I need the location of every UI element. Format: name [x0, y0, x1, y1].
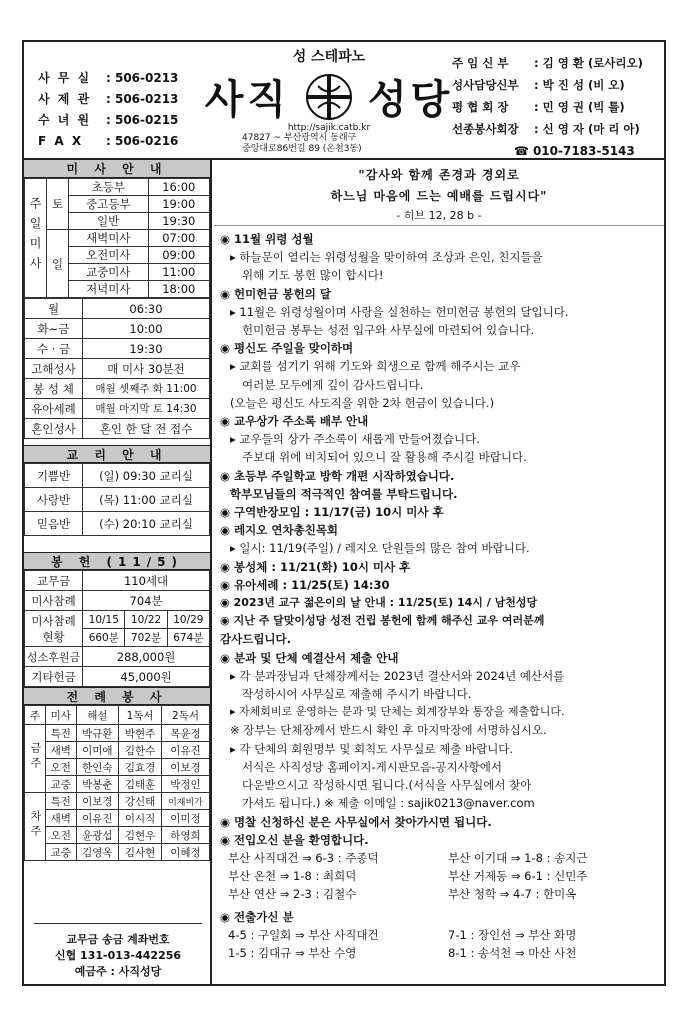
notice-body: 다운받으시고 작성하시면 됩니다.(서식을 사무실에서 찾아: [242, 778, 532, 793]
transfer-out-item: 7-1 : 장인선 ⇒ 부산 화명: [448, 927, 577, 942]
staff-value: : 민 영 권 (빅 틀): [534, 100, 625, 114]
offering-label: 미사참례: [25, 591, 83, 611]
offering-label: 교무금: [25, 571, 83, 591]
contact-label: 사 무 실: [38, 71, 92, 85]
sacrament-value: 매 미사 30분전: [83, 359, 210, 379]
offering-table: [24, 570, 210, 687]
status-date: 10/29: [167, 611, 209, 629]
bullet-icon: ◉: [220, 523, 231, 538]
mass-name: 중고등부: [69, 196, 149, 213]
liturgy-cell: 박정인: [161, 776, 209, 793]
saturday-label: 토: [47, 179, 69, 230]
next-week-label-cell: [25, 793, 46, 861]
sacrament-label: 유아세례: [25, 399, 83, 419]
sunday-label: 일: [47, 230, 69, 298]
quote-reference: - 히브 12, 28 b -: [396, 209, 482, 222]
right-column: [214, 160, 664, 986]
weekend-label: 주일미사: [28, 196, 42, 277]
liturgy-cell: 한인숙: [76, 759, 119, 776]
contact-label: F A X: [38, 134, 84, 148]
liturgy-title: 전 례 봉 사: [24, 687, 210, 705]
liturgy-cell: 이보경: [161, 759, 209, 776]
notice-list: [214, 226, 664, 962]
liturgy-header: 주: [25, 706, 46, 725]
website-link[interactable]: http://sajik.catb.kr: [287, 123, 371, 133]
attendance-status-label: [25, 611, 83, 647]
mass-time: 07:00: [148, 230, 209, 247]
notice-body: 주보대 위에 비치되어 있으니 잘 활용해 주시길 바랍니다.: [242, 450, 527, 465]
notice-body: (오늘은 평신도 사도직을 위한 2차 헌금이 있습니다.): [230, 395, 495, 410]
notice-title: [220, 558, 660, 576]
bullet-icon: ◉: [220, 650, 231, 665]
notice-body: ▸ 하늘문이 열리는 위령성월을 맞이하여 조상과 은인, 친지들을: [230, 250, 543, 265]
notice-body: 가셔도 됩니다.) ※ 제출 이메일 : sajik0213@naver.com: [242, 796, 535, 811]
saint-name: 성 스테파노: [292, 49, 366, 65]
liturgy-table: [24, 705, 210, 861]
mass-time: 19:30: [148, 213, 209, 230]
weekday-day: 화~금: [25, 319, 83, 339]
notice-title-text: 교우상가 주소록 배부 안내: [234, 414, 369, 429]
liturgy-cell: 하영희: [161, 827, 209, 844]
staff-label: 평 협 회 장: [452, 100, 509, 114]
mass-time: 16:00: [148, 179, 209, 196]
liturgy-cell: 이미애: [76, 742, 119, 759]
notice-title-text: 헌미헌금 봉헌의 달: [234, 286, 331, 301]
mass-title: 미 사 안 내: [24, 160, 210, 178]
bullet-icon: ◉: [220, 286, 231, 301]
offering-value: 288,000원: [83, 647, 210, 667]
contact-value: : 506-0213: [106, 71, 179, 85]
liturgy-cell: 목윤정: [161, 725, 209, 742]
status-value: 660분: [83, 629, 125, 647]
bank-account-box: [34, 923, 202, 980]
class-time: (일) 09:30 교리실: [83, 464, 210, 488]
class-name: 기쁨반: [25, 464, 83, 488]
mass-name: 교중미사: [69, 264, 149, 281]
bank-line-1: 교무금 송금 계좌번호: [66, 933, 170, 946]
mass-time: 18:00: [148, 281, 209, 298]
bank-line-2: 신협 131-013-442256: [54, 949, 182, 962]
notice-body: 학부모님들의 적극적인 참여를 부탁드립니다.: [230, 486, 458, 501]
liturgy-cell: 박현주: [119, 725, 162, 742]
transfer-out-item: 8-1 : 송석천 ⇒ 마산 사천: [448, 945, 577, 960]
class-time: (수) 20:10 교리실: [83, 512, 210, 536]
bullet-icon: ◉: [220, 232, 231, 246]
class-name: 믿음반: [25, 512, 83, 536]
notice-body: ▸ 자체회비로 운영하는 분과 및 단체는 회계장부와 통장을 제출합니다.: [230, 705, 565, 719]
liturgy-cell: 이시직: [119, 810, 162, 827]
liturgy-cell: 김현우: [119, 827, 162, 844]
mass-name: 오전미사: [69, 247, 149, 264]
bullet-icon: ◉: [220, 596, 230, 610]
header: [24, 42, 664, 160]
status-value: 702분: [125, 629, 167, 647]
notice-title: [220, 503, 660, 521]
weekday-mass-table: [24, 298, 210, 439]
transfer-in-item: 부산 연산 ⇒ 2-3 : 김철수: [228, 887, 357, 902]
catechism-table: [24, 463, 210, 536]
status-label-1: 미사참례: [31, 613, 76, 628]
offering-label: 성소후원금: [25, 647, 83, 667]
transfer-out-item: 4-5 : 구일회 ⇒ 부산 사직대건: [228, 927, 379, 942]
mass-name: 초등부: [69, 179, 149, 196]
liturgy-cell: 김태훈: [119, 776, 162, 793]
bullet-icon: ◉: [220, 614, 230, 628]
address-line-1: 47827 ~ 부산광역시 동래구: [242, 133, 357, 143]
mass-name: 일반: [69, 213, 149, 230]
phone-icon: ☎: [514, 144, 529, 158]
offering-label: 기타헌금: [25, 667, 83, 687]
notice-title-text: 초등부 주일학교 방학 개편 시작하였습니다.: [234, 468, 455, 483]
notice-title: [220, 813, 660, 831]
liturgy-header: 미사: [46, 706, 77, 725]
staff-list: [452, 52, 643, 162]
notice-body: 헌미헌금 봉투는 성전 입구와 사무실에 마련되어 있습니다.: [242, 323, 535, 338]
liturgy-cell: 이미정: [161, 810, 209, 827]
notice-title: [220, 412, 660, 430]
contact-label: 수 녀 원: [38, 113, 92, 127]
transfer-out-item: 1-5 : 김대규 ⇒ 부산 수영: [228, 945, 357, 960]
staff-label: 주 임 신 부: [452, 56, 509, 70]
notice-title: [220, 649, 660, 667]
transfer-out-list: [220, 926, 660, 962]
transfer-in-item: 부산 이기대 ⇒ 1-8 : 송지근: [448, 850, 588, 865]
notice-body: 서식은 사직성당 홈페이지-게시판모음-공지사항에서: [242, 759, 503, 774]
notice-title-text: 분과 및 단체 예결산서 제출 안내: [234, 650, 399, 665]
mass-time: 09:00: [148, 247, 209, 264]
bullet-icon: ◉: [220, 909, 231, 924]
notice-body: ▸ 일시: 11/19(주일) / 레지오 단원들의 많은 참여 바랍니다.: [230, 541, 530, 556]
notice-title: [220, 594, 660, 612]
notice-body: ▸ 각 단체의 회원명부 및 회칙도 사무실로 제출 바랍니다.: [230, 741, 514, 756]
weekday-time: 10:00: [83, 319, 210, 339]
staff-label: 선종봉사회장: [452, 122, 519, 136]
status-label-2: 현황: [42, 629, 65, 644]
left-column: [24, 160, 212, 986]
transfer-in-item: 부산 거제동 ⇒ 6-1 : 신민주: [448, 869, 588, 884]
liturgy-header: 1독서: [119, 706, 162, 725]
weekday-time: 06:30: [83, 299, 210, 319]
address: [242, 133, 464, 155]
contact-label: 사 제 관: [38, 92, 92, 106]
liturgy-cell: 이보경: [76, 793, 119, 810]
notice-body: ▸ 각 분과장님과 단체장께서는 2023년 결산서와 2024년 예산서를: [230, 668, 565, 683]
mass-schedule-table: [24, 178, 210, 298]
bullet-icon: ◉: [220, 577, 231, 592]
status-value: 674분: [167, 629, 209, 647]
church-title-block: [194, 46, 464, 155]
offering-value: 704분: [83, 591, 210, 611]
sacrament-value: 매월 마지막 토 14:30: [83, 399, 210, 419]
scripture-quote: [214, 160, 664, 226]
notice-title: [220, 521, 660, 539]
notice-body: ▸ 교회를 섬기기 위해 기도와 희생으로 함께 해주시는 교우: [230, 359, 521, 374]
transfer-in-item: 부산 온천 ⇒ 1-8 : 최희덕: [228, 869, 357, 884]
mass-time: 11:00: [148, 264, 209, 281]
sacrament-label: 봉 성 체: [25, 379, 83, 399]
liturgy-cell: 윤광섭: [76, 827, 119, 844]
phone-number: 010-7183-5143: [532, 144, 635, 158]
notice-title-text: 구역반장모임 : 11/17(금) 10시 미사 후: [234, 505, 444, 520]
bullet-icon: ◉: [220, 814, 231, 829]
notice-title-text: 유아세례 : 11/25(토) 14:30: [234, 577, 390, 592]
notice-title-text: 전입오신 분을 환영합니다.: [234, 832, 369, 847]
status-date: 10/22: [125, 611, 167, 629]
sacrament-value: 매월 셋째주 화 11:00: [83, 379, 210, 399]
notice-title: [220, 612, 660, 630]
notice-title-text: 11월 위령 성월: [234, 232, 314, 246]
notice-title: [220, 908, 660, 926]
notice-title: [220, 831, 660, 849]
contact-value: : 506-0215: [106, 113, 179, 127]
contact-value: : 506-0216: [106, 134, 179, 148]
liturgy-header: 2독서: [161, 706, 209, 725]
bulletin-page: [22, 40, 666, 986]
church-logo: [194, 68, 464, 125]
notice-title: [220, 576, 660, 594]
notice-title: [220, 339, 660, 357]
notice-title-cont: 감사드립니다.: [220, 632, 292, 647]
notice-title-text: 지난 주 달맞이성당 성전 건립 봉헌에 함께 해주신 교우 여러분께: [233, 614, 545, 628]
staff-label: 성사담당신부: [452, 78, 519, 92]
liturgy-mass: 특전: [46, 793, 77, 810]
notice-body: 작성하시어 사무실로 제출해 주시기 바랍니다.: [242, 687, 472, 702]
liturgy-cell: 김효경: [119, 759, 162, 776]
liturgy-cell: 이유진: [161, 742, 209, 759]
sacrament-label: 혼인성사: [25, 419, 83, 439]
sacrament-value: 혼인 한 달 전 접수: [83, 419, 210, 439]
phone-row: [514, 140, 643, 162]
offering-value: 45,000원: [83, 667, 210, 687]
staff-value: : 신 영 자 (마 리 아): [534, 122, 640, 136]
notice-title: [220, 467, 660, 485]
mass-name: 새벽미사: [69, 230, 149, 247]
notice-body: ▸ 교우들의 상가 주소록이 새롭게 만들어졌습니다.: [230, 432, 480, 447]
contact-list: [38, 68, 178, 152]
next-week-label: 차주: [29, 810, 42, 840]
bullet-icon: ◉: [220, 832, 231, 847]
transfer-in-item: 부산 청학 ⇒ 4-7 : 한미옥: [448, 887, 577, 902]
notice-title-text: 봉성체 : 11/21(화) 10시 미사 후: [234, 559, 411, 574]
weekday-day: 월: [25, 299, 83, 319]
liturgy-mass: 새벽: [46, 810, 77, 827]
this-week-label-cell: [25, 725, 46, 793]
bullet-icon: ◉: [220, 559, 231, 574]
offering-title: 봉 헌 (11/5): [24, 552, 210, 570]
class-time: (목) 11:00 교리실: [83, 488, 210, 512]
class-name: 사랑반: [25, 488, 83, 512]
weekday-day: 수 · 금: [25, 339, 83, 359]
liturgy-cell: 박봉춘: [76, 776, 119, 793]
notice-title: [220, 285, 660, 303]
weekday-time: 19:30: [83, 339, 210, 359]
liturgy-mass: 교중: [46, 844, 77, 861]
bank-line-3: 예금주 : 사직성당: [74, 965, 162, 978]
liturgy-mass: 교중: [46, 776, 77, 793]
mass-time: 19:00: [148, 196, 209, 213]
liturgy-mass: 새벽: [46, 742, 77, 759]
notice-body: 여러분 모두에게 깊이 감사드립니다.: [242, 377, 424, 392]
liturgy-cell: 김영옥: [76, 844, 119, 861]
liturgy-mass: 오전: [46, 827, 77, 844]
bullet-icon: ◉: [220, 341, 231, 356]
liturgy-cell: 김한수: [119, 742, 162, 759]
quote-line-2: 하느님 마음에 드는 예배를 드립시다": [330, 189, 548, 203]
weekend-label-cell: [25, 179, 47, 298]
liturgy-cell: 이유진: [76, 810, 119, 827]
liturgy-cell: 이재비가: [161, 793, 209, 810]
notice-body: ※ 장부는 단체장께서 반드시 확인 후 마지막장에 서명하십시오.: [230, 723, 547, 738]
bullet-icon: ◉: [220, 414, 231, 429]
liturgy-cell: 박규환: [76, 725, 119, 742]
transfer-in-list: [220, 849, 660, 904]
church-name-left: 사직: [204, 77, 290, 123]
notice-title-text: 레지오 연차총친목회: [234, 523, 339, 538]
contact-value: : 506-0213: [106, 92, 179, 106]
sacrament-label: 고해성사: [25, 359, 83, 379]
liturgy-mass: 특전: [46, 725, 77, 742]
liturgy-cell: 김사현: [119, 844, 162, 861]
catechism-title: 교 리 안 내: [24, 445, 210, 463]
liturgy-mass: 오전: [46, 759, 77, 776]
offering-value: 110세대: [83, 571, 210, 591]
liturgy-cell: 강신태: [119, 793, 162, 810]
notice-title-text: 명찰 신청하신 분은 사무실에서 찾아가시면 됩니다.: [234, 814, 492, 829]
address-line-2: 중앙대로86번길 89 (온천3동): [242, 144, 362, 154]
this-week-label: 금주: [29, 742, 42, 772]
notice-title-text: 전출가신 분: [234, 909, 294, 924]
transfer-in-item: 부산 사직대건 ⇒ 6-3 : 주종덕: [228, 850, 379, 865]
church-name-right: 성당: [368, 77, 454, 123]
liturgy-header: 해설: [76, 706, 119, 725]
bullet-icon: ◉: [220, 505, 231, 520]
staff-value: : 김 영 환 (로사리오): [534, 56, 643, 70]
bullet-icon: ◉: [220, 468, 231, 483]
mass-name: 저녁미사: [69, 281, 149, 298]
notice-body: 위해 기도 봉헌 많이 합시다!: [242, 268, 384, 283]
notice-title: [220, 230, 660, 248]
notice-body: ▸ 11월은 위령성월이며 사랑을 실천하는 헌미헌금 봉헌의 달입니다.: [230, 304, 569, 319]
notice-title-text: 2023년 교구 젊은이의 날 안내 : 11/25(토) 14시 / 남천성당: [233, 596, 538, 610]
status-date: 10/15: [83, 611, 125, 629]
cross-emblem-icon: [300, 72, 358, 122]
quote-line-1: "감사와 함께 존경과 경외로: [358, 168, 520, 182]
notice-title-text: 평신도 주일을 맞이하며: [234, 341, 354, 356]
staff-value: : 박 진 성 (비 오): [534, 78, 625, 92]
liturgy-cell: 이혜정: [161, 844, 209, 861]
